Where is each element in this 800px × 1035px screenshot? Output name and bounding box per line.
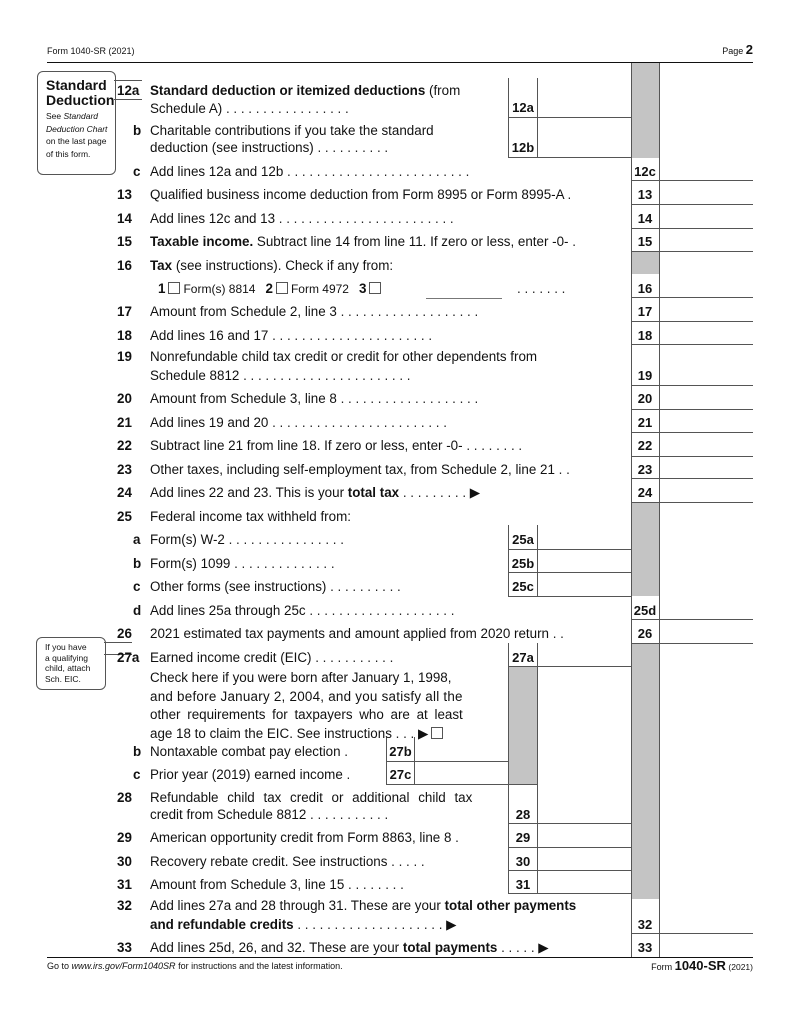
line-number: 29: [117, 830, 132, 845]
line-31-amount[interactable]: [540, 877, 632, 894]
line-21-amount[interactable]: [662, 415, 754, 432]
line-25d-label: Add lines 25a through 25c . . . . . . . . . . . . . . . . . . . .: [150, 603, 455, 618]
line-24-amount[interactable]: [662, 485, 754, 502]
callout-pointer: [114, 99, 142, 100]
line-15-amount[interactable]: [662, 234, 754, 251]
line-19-amount[interactable]: [662, 368, 754, 385]
line-32-label: Add lines 27a and 28 through 31. These are your total other payments: [150, 898, 577, 913]
other-form-checkbox[interactable]: [369, 282, 381, 294]
box-label-24: 24: [637, 485, 653, 500]
grid-line: [659, 63, 660, 958]
line-number: 25: [117, 509, 132, 524]
box-label-23: 23: [637, 462, 653, 477]
line-25-label: Federal income tax withheld from:: [150, 509, 351, 524]
line-27a-label: Earned income credit (EIC) . . . . . . . . . . .: [150, 650, 394, 665]
line-number: 28: [117, 790, 132, 805]
line-25b-label: Form(s) 1099 . . . . . . . . . . . . . .: [150, 556, 335, 571]
line-20-amount[interactable]: [662, 391, 754, 408]
line-number: 17: [117, 304, 132, 319]
box-label-28: 28: [515, 807, 531, 822]
box-label-27b: 27b: [389, 744, 412, 759]
line-number: 32: [117, 898, 132, 913]
line-13-amount[interactable]: [662, 187, 754, 204]
line-number: 14: [117, 211, 132, 226]
line-number: 19: [117, 349, 132, 364]
line-26-label: 2021 estimated tax payments and amount applied from 2020 return . .: [150, 626, 564, 641]
line-number: 18: [117, 328, 132, 343]
shaded-cell: [631, 502, 659, 596]
callout-pointer: [104, 642, 132, 643]
line-number: c: [133, 579, 141, 594]
box-label-14: 14: [637, 211, 653, 226]
box-label-13: 13: [637, 187, 653, 202]
footer-instructions: Go to www.irs.gov/Form1040SR for instructions and the latest information.: [47, 961, 343, 971]
line-12c-label: Add lines 12a and 12b . . . . . . . . . . . . . . . . . . . . . . . . .: [150, 164, 470, 179]
line-19-label-2: Schedule 8812 . . . . . . . . . . . . . . . . . . . . . . .: [150, 368, 411, 383]
bottom-rule: [47, 957, 753, 958]
line-18-label: Add lines 16 and 17 . . . . . . . . . . . . . . . . . . . . . .: [150, 328, 433, 343]
box-label-20: 20: [637, 391, 653, 406]
box-label-12c: 12c: [634, 164, 656, 179]
line-27c-label: Prior year (2019) earned income .: [150, 767, 351, 782]
line-16-other-form-input[interactable]: [426, 282, 502, 299]
line-16-amount[interactable]: [662, 281, 754, 298]
line-number: 31: [117, 877, 132, 892]
line-28-amount[interactable]: [540, 807, 632, 824]
line-28-label-2: credit from Schedule 8812 . . . . . . . . . . .: [150, 807, 389, 822]
line-32-label-2: and refundable credits . . . . . . . . . . . . . . . . . . . . ▶: [150, 917, 457, 932]
line-27a-check-text: Check here if you were born after January 1, 1998, and before January 2, 2004, and you satisfy all the other requirements for taxpayers who are at least age 18 to claim the EIC. See instructions . . . ▶: [150, 670, 463, 741]
box-label-21: 21: [637, 415, 653, 430]
line-32-amount[interactable]: [662, 917, 754, 934]
box-label-12a: 12a: [512, 100, 534, 115]
box-label-25b: 25b: [511, 556, 535, 571]
line-27b-label: Nontaxable combat pay election .: [150, 744, 349, 759]
line-number: 26: [117, 626, 132, 641]
box-label-12b: 12b: [511, 140, 535, 155]
line-number: 22: [117, 438, 132, 453]
form-header-label: Form 1040-SR (2021): [47, 46, 135, 56]
line-33-amount[interactable]: [662, 940, 754, 957]
box-label-17: 17: [637, 304, 653, 319]
callout-note: See Standard Deduction Chart on the last page of this form.: [46, 111, 108, 159]
line-number: 23: [117, 462, 132, 477]
line-12a-label: Standard deduction or itemized deductions (from: [150, 83, 461, 98]
line-31-label: Amount from Schedule 3, line 15 . . . . . . . .: [150, 877, 404, 892]
box-label-16: 16: [637, 281, 653, 296]
line-25c-label: Other forms (see instructions) . . . . . . . . . .: [150, 579, 401, 594]
line-27c-amount[interactable]: [417, 767, 509, 784]
shaded-cell: [509, 667, 537, 784]
line-number: 16: [117, 258, 132, 273]
footer-form-id: Form 1040-SR (2021): [651, 958, 753, 973]
line-17-amount[interactable]: [662, 304, 754, 321]
line-27b-amount[interactable]: [417, 744, 509, 761]
line-number: b: [133, 556, 142, 571]
line-29-label: American opportunity credit from Form 8863, line 8 .: [150, 830, 459, 845]
line-29-amount[interactable]: [540, 830, 632, 847]
line-22-amount[interactable]: [662, 438, 754, 455]
box-label-25c: 25c: [512, 579, 534, 594]
line-16-label: Tax (see instructions). Check if any from:: [150, 258, 394, 273]
line-30-label: Recovery rebate credit. See instructions . . . . .: [150, 854, 425, 869]
line-18-amount[interactable]: [662, 328, 754, 345]
line-14-label: Add lines 12c and 13 . . . . . . . . . . . . . . . . . . . . . . . .: [150, 211, 454, 226]
line-20-label: Amount from Schedule 3, line 8 . . . . . . . . . . . . . . . . . . .: [150, 391, 479, 406]
line-12a-label-2: Schedule A) . . . . . . . . . . . . . . . . .: [150, 101, 349, 116]
irs-url-link[interactable]: www.irs.gov/Form1040SR: [71, 961, 176, 971]
box-label-25d: 25d: [633, 603, 657, 618]
line-number: 24: [117, 485, 132, 500]
line-number: 12a: [117, 83, 140, 98]
box-label-32: 32: [637, 917, 653, 932]
eic-callout: If you have a qualifying child, attach Sch. EIC.: [36, 637, 106, 690]
line-19-label: Nonrefundable child tax credit or credit for other dependents from: [150, 349, 538, 364]
box-label-30: 30: [515, 854, 531, 869]
box-label-27a: 27a: [512, 650, 534, 665]
line-30-amount[interactable]: [540, 854, 632, 871]
line-number: 15: [117, 234, 132, 249]
line-12b-amount[interactable]: [540, 140, 632, 158]
line-25a-label: Form(s) W-2 . . . . . . . . . . . . . . . .: [150, 532, 344, 547]
line-28-label: Refundable child tax credit or additional child tax: [150, 790, 473, 805]
line-number: d: [133, 603, 142, 618]
line-26-amount[interactable]: [662, 626, 754, 643]
box-label-19: 19: [637, 368, 653, 383]
box-label-15: 15: [637, 234, 653, 249]
line-number: 33: [117, 940, 132, 955]
box-label-29: 29: [515, 830, 531, 845]
line-number: c: [133, 767, 141, 782]
box-label-22: 22: [637, 438, 653, 453]
line-number: 13: [117, 187, 132, 202]
shaded-cell: [631, 643, 659, 899]
line-number: b: [133, 123, 142, 138]
line-16-options: 1 Form(s) 8814 2 Form 4972 3: [158, 281, 384, 297]
line-number: c: [133, 164, 141, 179]
shaded-cell: [631, 252, 659, 274]
standard-deduction-callout: [37, 71, 116, 175]
line-12b-label: Charitable contributions if you take the standard: [150, 123, 434, 138]
line-21-label: Add lines 19 and 20 . . . . . . . . . . . . . . . . . . . . . . . .: [150, 415, 447, 430]
page-label: Page: [722, 46, 744, 56]
form-8814-checkbox[interactable]: [168, 282, 180, 294]
form-4972-checkbox[interactable]: [276, 282, 288, 294]
line-number: 27a: [117, 650, 140, 665]
line-25b-amount[interactable]: [540, 556, 632, 573]
page-indicator: [722, 42, 753, 57]
line-24-label: Add lines 22 and 23. This is your total tax . . . . . . . . . ▶: [150, 485, 481, 500]
line-14-amount[interactable]: [662, 211, 754, 228]
line-25c-amount[interactable]: [540, 579, 632, 596]
line-27a-amount[interactable]: [540, 650, 632, 667]
line-number: b: [133, 744, 142, 759]
line-23-amount[interactable]: [662, 462, 754, 479]
callout-pointer: [114, 80, 142, 81]
line-12a-amount[interactable]: [540, 100, 632, 118]
box-label-27c: 27c: [389, 767, 412, 782]
line-15-label: Taxable income. Subtract line 14 from line 11. If zero or less, enter -0- .: [150, 234, 576, 249]
line-25a-amount[interactable]: [540, 532, 632, 549]
line-12b-label-2: deduction (see instructions) . . . . . . . . . .: [150, 140, 389, 155]
line-17-label: Amount from Schedule 2, line 3 . . . . . . . . . . . . . . . . . . .: [150, 304, 479, 319]
box-label-25a: 25a: [512, 532, 534, 547]
line-12c-amount[interactable]: [662, 164, 754, 181]
eic-age-checkbox[interactable]: [431, 727, 443, 739]
line-22-label: Subtract line 21 from line 18. If zero or less, enter -0- . . . . . . . .: [150, 438, 523, 453]
line-25d-amount[interactable]: [662, 603, 754, 620]
line-number: 21: [117, 415, 132, 430]
line-13-label: Qualified business income deduction from Form 8995 or Form 8995-A .: [150, 187, 572, 202]
line-33-label: Add lines 25d, 26, and 32. These are your total payments . . . . . ▶: [150, 940, 549, 955]
callout-title: Standard Deduction: [46, 77, 115, 108]
box-label-26: 26: [637, 626, 653, 641]
shaded-cell: [631, 63, 659, 158]
line-number: a: [133, 532, 141, 547]
box-label-31: 31: [515, 877, 531, 892]
line-number: 30: [117, 854, 132, 869]
page-number: 2: [745, 42, 753, 57]
box-label-18: 18: [637, 328, 653, 343]
leader-dots: . . . . . . .: [517, 281, 566, 296]
box-label-33: 33: [637, 940, 653, 955]
line-number: 20: [117, 391, 132, 406]
line-23-label: Other taxes, including self-employment tax, from Schedule 2, line 21 . .: [150, 462, 570, 477]
